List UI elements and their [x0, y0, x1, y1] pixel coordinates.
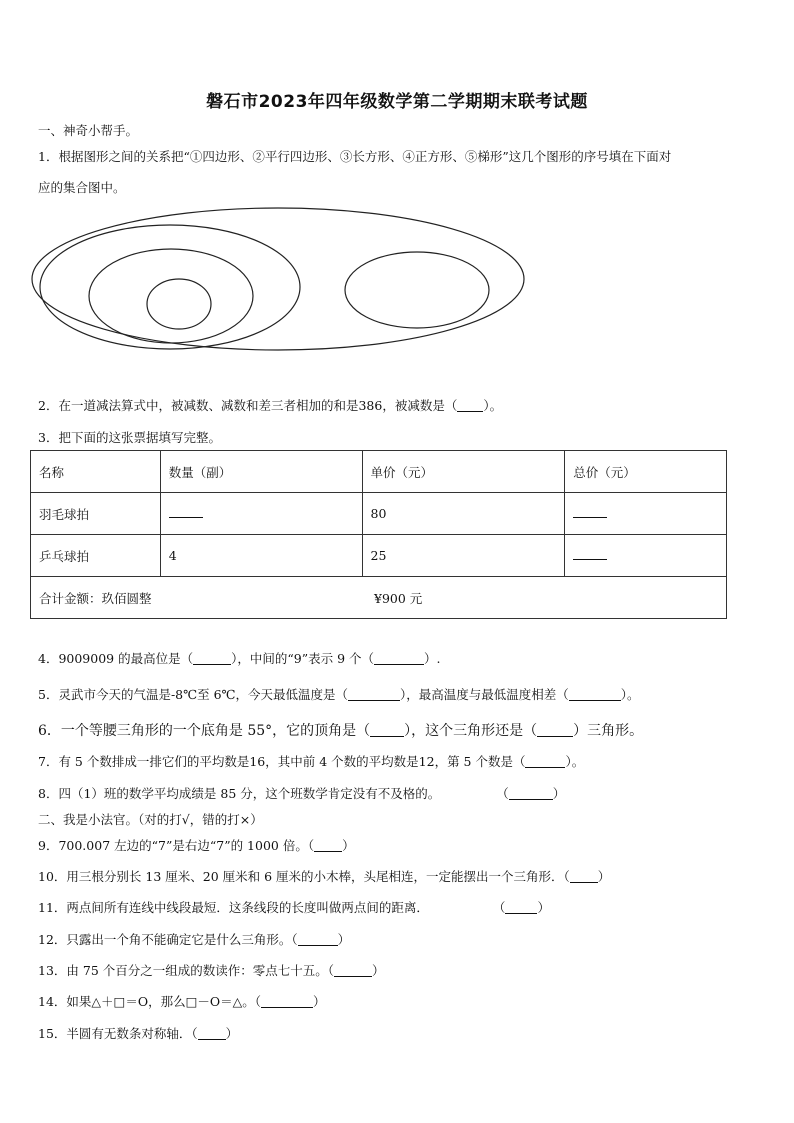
header-quantity: 数量（副） — [160, 451, 362, 493]
header-name: 名称 — [31, 451, 161, 493]
table-total-row — [31, 577, 727, 619]
question-13 — [38, 961, 385, 979]
question-2-text: 2．在一道减法算式中，被减数、减数和差三者相加的和是386，被减数是（ — [38, 398, 458, 413]
question-13-close: ） — [372, 963, 385, 978]
question-11-text: 11．两点间所有连线中线段最短．这条线段的长度叫做两点间的距离． — [38, 900, 429, 915]
answer-blank[interactable] — [505, 901, 537, 914]
total-cell[interactable] — [565, 535, 727, 577]
table-row — [31, 535, 727, 577]
question-6-close: ）三角形。 — [573, 723, 644, 739]
question-13-text: 13．由 75 个百分之一组成的数读作：零点七十五。（ — [38, 963, 335, 978]
question-4-text: 4．9009009 的最高位是（ — [38, 651, 194, 666]
answer-blank[interactable] — [193, 652, 231, 665]
question-5 — [38, 685, 640, 703]
question-11-open: （ — [492, 900, 506, 915]
venn-diagram — [30, 204, 530, 354]
question-11 — [38, 898, 550, 916]
question-12 — [38, 930, 350, 948]
answer-blank[interactable] — [525, 755, 565, 768]
quantity-value: 4 — [160, 535, 362, 577]
question-8-text: 8．四（1）班的数学平均成绩是 85 分，这个班数学肯定没有不及格的。 — [38, 786, 441, 801]
page-title: 磐石市2023年四年级数学第二学期期末联考试题 — [206, 92, 588, 112]
item-name: 羽毛球拍 — [31, 493, 161, 535]
question-12-text: 12．只露出一个角不能确定它是什么三角形。（ — [38, 932, 298, 947]
answer-blank[interactable] — [457, 399, 483, 412]
question-4 — [38, 649, 440, 667]
question-9-text: 9．700.007 左边的“7”是右边“7”的 1000 倍。（ — [38, 838, 315, 853]
answer-blank[interactable] — [573, 507, 607, 518]
header-total-price: 总价（元） — [565, 451, 727, 493]
question-7-close: ）。 — [565, 754, 585, 769]
question-3: 3．把下面的这张票据填写完整。 — [38, 430, 221, 445]
total-amount-label: 合计金额：玖佰圆整 — [39, 590, 152, 606]
answer-blank[interactable] — [509, 787, 553, 800]
question-10-text: 10．用三根分别长 13 厘米、20 厘米和 6 厘米的小木棒，头尾相连，一定能摆出一个三角形．（ — [38, 869, 570, 884]
question-8-open: （ — [496, 786, 509, 801]
question-6-text-2: ），这个三角形还是（ — [404, 723, 538, 739]
question-9 — [38, 836, 355, 854]
question-5-text-2: ），最高温度与最低温度相差（ — [400, 687, 569, 702]
question-11-close: ） — [537, 900, 550, 915]
question-6-text: 6．一个等腰三角形的一个底角是 55°，它的顶角是（ — [38, 723, 371, 739]
question-7-text: 7．有 5 个数排成一排它们的平均数是16，其中前 4 个数的平均数是12，第 5 个数是（ — [38, 754, 526, 769]
question-4-text-2: ），中间的“9”表示 9 个（ — [231, 651, 374, 666]
receipt-table — [30, 450, 727, 619]
question-7 — [38, 752, 584, 770]
question-15-close: ） — [225, 1026, 239, 1041]
total-cell[interactable] — [565, 493, 727, 535]
question-14-close: ） — [313, 994, 326, 1009]
question-2 — [38, 396, 502, 414]
question-14 — [38, 992, 326, 1010]
answer-blank[interactable] — [569, 688, 621, 701]
answer-blank[interactable] — [570, 870, 598, 883]
question-15 — [38, 1024, 238, 1042]
total-amount-value: ¥900 元 — [374, 590, 423, 606]
answer-blank[interactable] — [374, 652, 424, 665]
question-1-line-1: 1．根据图形之间的关系把“①四边形、②平行四边形、③长方形、④正方形、⑤梯形”这几个图形的序号填在下面对 — [38, 149, 672, 164]
answer-blank[interactable] — [198, 1027, 226, 1040]
question-1-line-2: 应的集合图中。 — [38, 180, 126, 195]
answer-blank[interactable] — [348, 688, 400, 701]
answer-blank[interactable] — [537, 724, 573, 737]
table-row — [31, 493, 727, 535]
question-2-close: ）。 — [483, 398, 503, 413]
question-4-close: ）. — [424, 651, 441, 666]
answer-blank[interactable] — [169, 507, 203, 518]
header-unit-price: 单价（元） — [362, 451, 565, 493]
table-header-row — [31, 451, 727, 493]
section-2-heading: 二、我是小法官。（对的打√，错的打×） — [38, 812, 263, 827]
answer-blank[interactable] — [314, 839, 342, 852]
answer-blank[interactable] — [298, 933, 338, 946]
venn-outer-set — [32, 208, 524, 350]
total-amount-cell — [31, 577, 727, 619]
unit-price: 25 — [362, 535, 565, 577]
section-1-heading: 一、神奇小帮手。 — [38, 123, 139, 138]
answer-blank[interactable] — [334, 964, 372, 977]
question-9-close: ） — [342, 838, 355, 853]
unit-price: 80 — [362, 493, 565, 535]
answer-blank[interactable] — [573, 549, 607, 560]
quantity-cell[interactable] — [160, 493, 362, 535]
answer-blank[interactable] — [261, 995, 313, 1008]
question-10-close: ） — [597, 869, 611, 884]
question-12-close: ） — [337, 932, 351, 947]
venn-set-4 — [147, 279, 211, 329]
venn-set-5 — [345, 252, 489, 328]
question-5-text: 5．灵武市今天的气温是-8℃至 6℃，今天最低温度是（ — [38, 687, 349, 702]
question-8-close: ） — [552, 786, 566, 801]
venn-set-2 — [40, 225, 300, 349]
question-14-text: 14．如果△＋□＝O，那么□－O＝△。（ — [38, 994, 261, 1009]
answer-blank[interactable] — [370, 724, 404, 737]
item-name: 乒乓球拍 — [31, 535, 161, 577]
venn-set-3 — [89, 249, 253, 343]
question-5-close: ）。 — [620, 687, 640, 702]
question-10 — [38, 867, 610, 885]
question-6 — [38, 720, 643, 740]
question-15-text: 15．半圆有无数条对称轴．（ — [38, 1026, 198, 1041]
question-8 — [38, 784, 565, 802]
